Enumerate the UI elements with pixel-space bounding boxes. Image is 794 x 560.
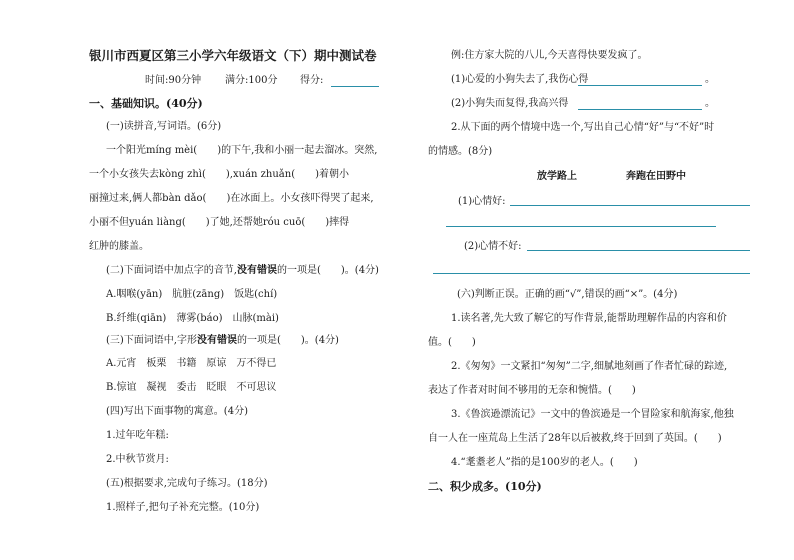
q4-title: (四)写出下面事物的寓意。(4分) — [106, 406, 248, 417]
sentence-2-end: 。 — [705, 98, 715, 109]
judge-1-line1: 1.读名著,先大致了解它的写作背景,能帮助理解作品的内容和价 — [451, 313, 727, 324]
q3-title: (三)下面词语中,字形没有错误的一项是( )。(4分) — [106, 335, 339, 346]
judge-3-line1: 3.《鲁滨逊漂流记》一文中的鲁滨逊是一个冒险家和航海家,他独 — [451, 409, 734, 420]
good-mood-blank-1[interactable] — [510, 205, 750, 206]
q3-option-b: B.惊谊 凝视 委击 眨眼 不可思议 — [106, 382, 277, 393]
scene-option-2: 奔跑在田野中 — [626, 171, 686, 182]
judge-4: 4.“耄耋老人”指的是100岁的老人。( ) — [451, 457, 638, 468]
page-title: 银川市西夏区第三小学六年级语文（下）期中测试卷 — [89, 48, 377, 63]
judge-2-line1: 2.《匆匆》一文紧扣“匆匆”二字,细腻地刻画了作者忙碌的踪迹, — [451, 361, 728, 372]
section2-heading: 二、积少成多。(10分) — [428, 480, 542, 493]
good-mood-blank-2[interactable] — [446, 226, 716, 227]
score-label: 得分: — [300, 75, 324, 86]
full-score: 满分:100分 — [225, 75, 278, 86]
good-mood-label: (1)心情好: — [458, 196, 506, 207]
q1-line2: 一个小女孩失去kòng zhì( ),xuán zhuǎn( )着朝小 — [89, 169, 350, 180]
q2-option-a: A.咽喉(yān) 肮脏(zāng) 饭匙(chí) — [106, 289, 278, 300]
q1-line4: 小丽不但yuán liàng( )了她,还帮她róu cuō( )摔得 — [89, 217, 350, 228]
sentence-1-end: 。 — [705, 74, 715, 85]
q4-item1: 1.过年吃年糕: — [106, 430, 169, 441]
section1-heading: 一、基础知识。(40分) — [89, 97, 203, 110]
q-emotion-line1: 2.从下面的两个情境中选一个,写出自己心情“好”与“不好”时 — [451, 122, 715, 133]
q1-line1: 一个阳光míng mèi( )的下午,我和小丽一起去溜冰。突然, — [106, 145, 378, 156]
bad-mood-label: (2)心情不好: — [464, 241, 522, 252]
q2-option-b: B.纤维(qiān) 薄雾(báo) 山脉(mài) — [106, 313, 279, 324]
q1-line3: 丽撞过来,俩人都bàn dǎo( )在冰面上。小女孩吓得哭了起来, — [89, 193, 374, 204]
q2-title: (二)下面词语中加点字的音节,没有错误的一项是( )。(4分) — [106, 265, 379, 276]
exam-time: 时间:90分钟 — [145, 75, 202, 86]
q1-line5: 红肿的膝盖。 — [89, 241, 149, 252]
sentence-2-blank[interactable] — [578, 109, 702, 110]
bad-mood-blank-2[interactable] — [433, 273, 750, 274]
q4-item2: 2.中秋节赏月: — [106, 454, 169, 465]
judge-3-line2: 自一人在一座荒岛上生活了28年以后被救,终于回到了英国。( ) — [428, 433, 722, 444]
scene-option-1: 放学路上 — [537, 171, 577, 182]
judge-1-line2: 值。( ) — [428, 337, 476, 348]
q6-title: (六)判断正误。正确的画“√”,错误的画“×”。(4分) — [457, 289, 678, 300]
sentence-1: (1)心爱的小狗失去了,我伤心得 — [451, 74, 589, 85]
score-blank[interactable] — [331, 86, 379, 87]
q3-option-a: A.元宵 板栗 书籍 原谅 万不得已 — [106, 358, 277, 369]
sentence-2: (2)小狗失而复得,我高兴得 — [451, 98, 569, 109]
bad-mood-blank-1[interactable] — [527, 250, 750, 251]
example-sentence: 例:住方家大院的八儿,今天喜得快要发疯了。 — [451, 50, 648, 61]
q-emotion-line2: 的情感。(8分) — [428, 146, 493, 157]
sentence-1-blank[interactable] — [578, 85, 702, 86]
q5-title: (五)根据要求,完成句子练习。(18分) — [106, 478, 268, 489]
q5-item1: 1.照样子,把句子补充完整。(10分) — [106, 502, 260, 513]
q1-title: (一)读拼音,写词语。(6分) — [106, 121, 222, 132]
judge-2-line2: 表达了作者对时间不够用的无奈和惋惜。( ) — [428, 385, 636, 396]
